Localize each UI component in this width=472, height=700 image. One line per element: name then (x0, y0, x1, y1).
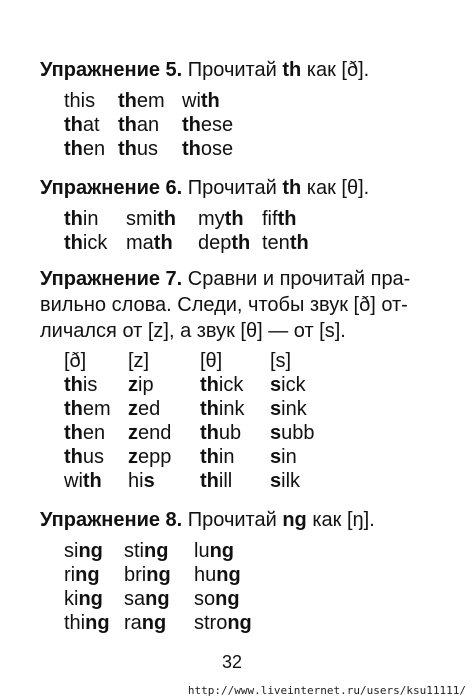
exercise-5-word: these (182, 114, 234, 136)
exercise-7-line3: личался от [z], а звук [θ] — от [s]. (40, 320, 346, 342)
exercise-7-sound-header: [z] (128, 350, 150, 372)
exercise-5-instruction: Прочитай (182, 59, 283, 81)
exercise-7-word: think (200, 398, 245, 420)
exercise-5-word: them (118, 90, 165, 112)
exercise-7-word: then (64, 422, 106, 444)
exercise-6-number: Упражнение 6. (40, 177, 183, 199)
exercise-7-word: thub (200, 422, 242, 444)
exercise-7-word: thill (200, 470, 233, 492)
exercise-7-text (40, 266, 440, 344)
exercise-7-word: silk (270, 470, 301, 492)
exercise-7-sound-header: [ð] (64, 350, 87, 372)
exercise-6-sound: th (282, 177, 302, 199)
exercise-7-word: sin (270, 446, 297, 468)
exercise-7-word: with (64, 470, 102, 492)
exercise-7-word: zed (128, 398, 161, 420)
exercise-5-word: thus (118, 138, 159, 160)
exercise-6-word: thick (64, 232, 108, 254)
exercise-6-instruction: Прочитай (182, 177, 283, 199)
exercise-8-sound: ng (282, 509, 307, 531)
exercise-8-word: king (64, 588, 103, 610)
exercise-6-word: myth (198, 208, 244, 230)
exercise-8-transcription: как [ŋ]. (306, 509, 375, 531)
exercise-8-word: strong (194, 612, 252, 634)
exercise-6-word: smith (126, 208, 176, 230)
source-url: http://www.liveinternet.ru/users/ksu11111/ (187, 684, 466, 697)
exercise-8-heading (40, 508, 375, 532)
exercise-7-line2: вильно слова. Следи, чтобы звук [ð] от- (40, 294, 408, 316)
exercise-5-word: than (118, 114, 160, 136)
exercise-5-word: then (64, 138, 106, 160)
exercise-7-word: sick (270, 374, 306, 396)
exercise-7-word: thin (200, 446, 235, 468)
exercise-8-word: sing (64, 540, 103, 562)
exercise-7-word: sink (270, 398, 307, 420)
exercise-8-word: sang (124, 588, 170, 610)
exercise-5-heading (40, 58, 369, 82)
exercise-6-word: math (126, 232, 173, 254)
exercise-5-sound: th (282, 59, 302, 81)
exercise-7-number: Упражнение 7. (40, 268, 183, 290)
page-number: 32 (222, 652, 243, 672)
exercise-7-sound-header: [θ] (200, 350, 223, 372)
exercise-8-word: ring (64, 564, 100, 586)
exercise-7-word: zepp (128, 446, 172, 468)
exercise-7-word: subb (270, 422, 315, 444)
exercise-8-number: Упражнение 8. (40, 509, 183, 531)
exercise-5-word: this (64, 90, 96, 112)
exercise-7-word: them (64, 398, 111, 420)
exercise-5-number: Упражнение 5. (40, 59, 183, 81)
exercise-8-word: hung (194, 564, 241, 586)
exercise-8-word: sting (124, 540, 169, 562)
exercise-5-transcription: как [ð]. (301, 59, 370, 81)
exercise-6-word: depth (198, 232, 251, 254)
exercise-5-word: with (182, 90, 220, 112)
exercise-7-line1: Сравни и прочитай пра- (182, 268, 411, 290)
exercise-8-word: song (194, 588, 240, 610)
exercise-6-word: thin (64, 208, 99, 230)
exercise-7-word: this (64, 374, 98, 396)
exercise-5-word: those (182, 138, 234, 160)
exercise-5-word: that (64, 114, 100, 136)
exercise-8-word: lung (194, 540, 235, 562)
exercise-8-instruction: Прочитай (182, 509, 283, 531)
exercise-8-word: bring (124, 564, 171, 586)
exercise-7-word: his (128, 470, 155, 492)
exercise-6-transcription: как [θ]. (301, 177, 370, 199)
exercise-7-word: zend (128, 422, 172, 444)
exercise-7-sound-header: [s] (270, 350, 292, 372)
exercise-6-word: tenth (262, 232, 309, 254)
exercise-6-word: fifth (262, 208, 297, 230)
exercise-7-word: thus (64, 446, 105, 468)
exercise-8-word: thing (64, 612, 110, 634)
exercise-6-heading (40, 176, 369, 200)
exercise-8-word: rang (124, 612, 167, 634)
exercise-7-word: thick (200, 374, 244, 396)
exercise-7-word: zip (128, 374, 154, 396)
